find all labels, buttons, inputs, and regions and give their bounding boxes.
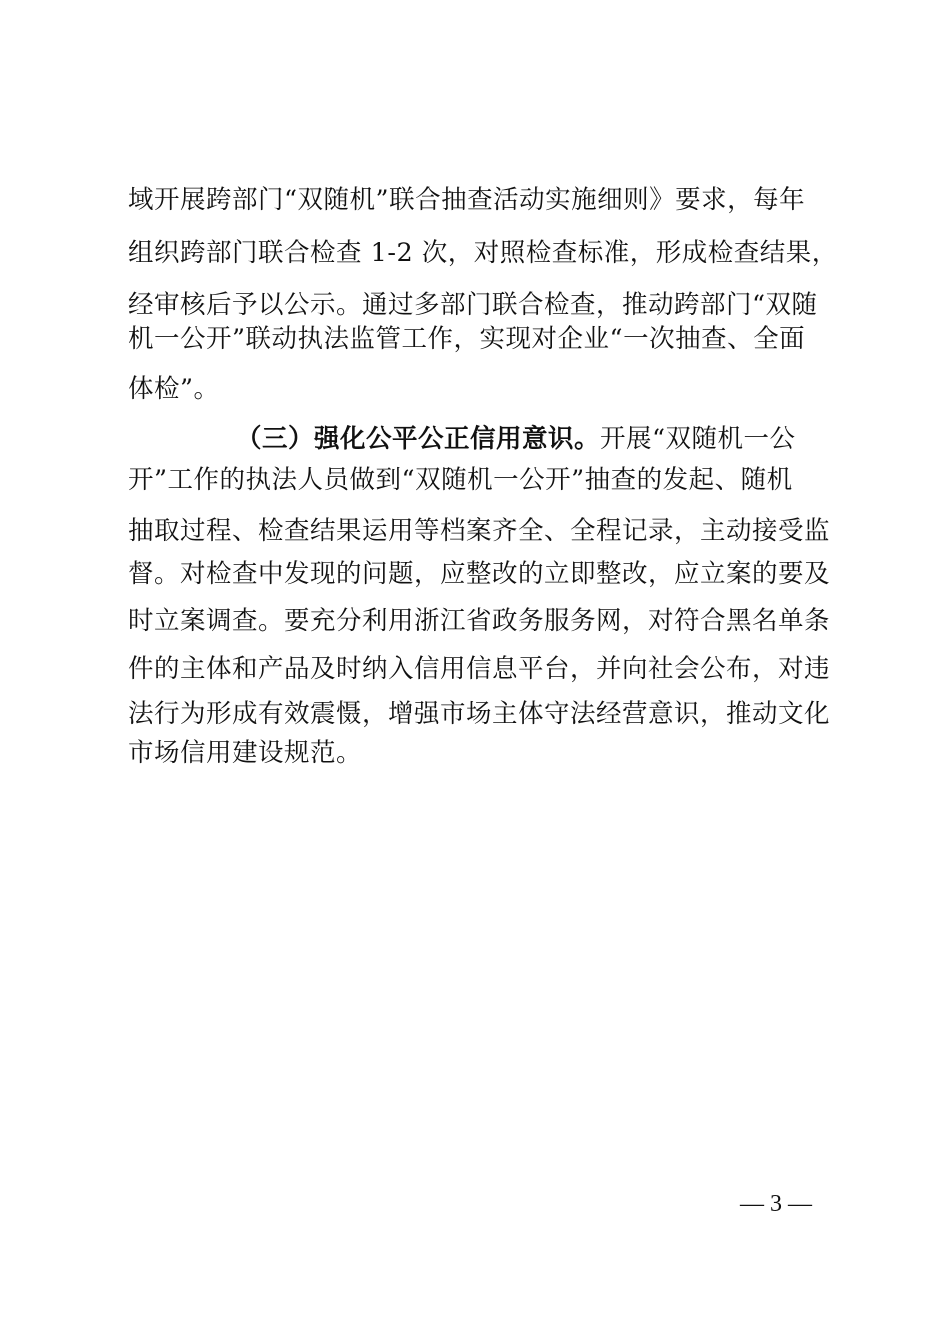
paragraph-2-line-5: 时立案调查。要充分利用浙江省政务服务网，对符合黑名单条: [128, 606, 831, 636]
paragraph-1-line-5: 体检”。: [128, 374, 220, 404]
paragraph-1-line-4: 机一公开”联动执法监管工作，实现对企业“一次抽查、全面: [128, 324, 806, 354]
paragraph-2-line-3: 抽取过程、检查结果运用等档案齐全、全程记录，主动接受监: [128, 516, 831, 546]
paragraph-2-line-8: 市场信用建设规范。: [128, 738, 363, 768]
paragraph-1-line-3: 经审核后予以公示。通过多部门联合检查，推动跨部门“双随: [128, 290, 818, 320]
paragraph-2-line-2: 开”工作的执法人员做到“双随机一公开”抽查的发起、随机: [128, 465, 793, 495]
paragraph-2-line-7: 法行为形成有效震慑，增强市场主体守法经营意识，推动文化: [128, 699, 831, 729]
paragraph-2-line-1-text: 开展“双随机一公: [600, 424, 796, 454]
paragraph-2-line-6: 件的主体和产品及时纳入信用信息平台，并向社会公布，对违: [128, 654, 831, 684]
paragraph-1-line-2: 组织跨部门联合检查 1-2 次，对照检查标准，形成检查结果，: [128, 238, 838, 268]
paragraph-1-line-1: 域开展跨部门“双随机”联合抽查活动实施细则》要求，每年: [128, 185, 806, 215]
page-number: — 3 —: [740, 1191, 812, 1217]
paragraph-2-line-1: [236, 421, 796, 457]
section-heading: （三）强化公平公正信用意识。: [236, 424, 601, 454]
paragraph-2-line-4: 督。对检查中发现的问题，应整改的立即整改，应立案的要及: [128, 559, 831, 589]
